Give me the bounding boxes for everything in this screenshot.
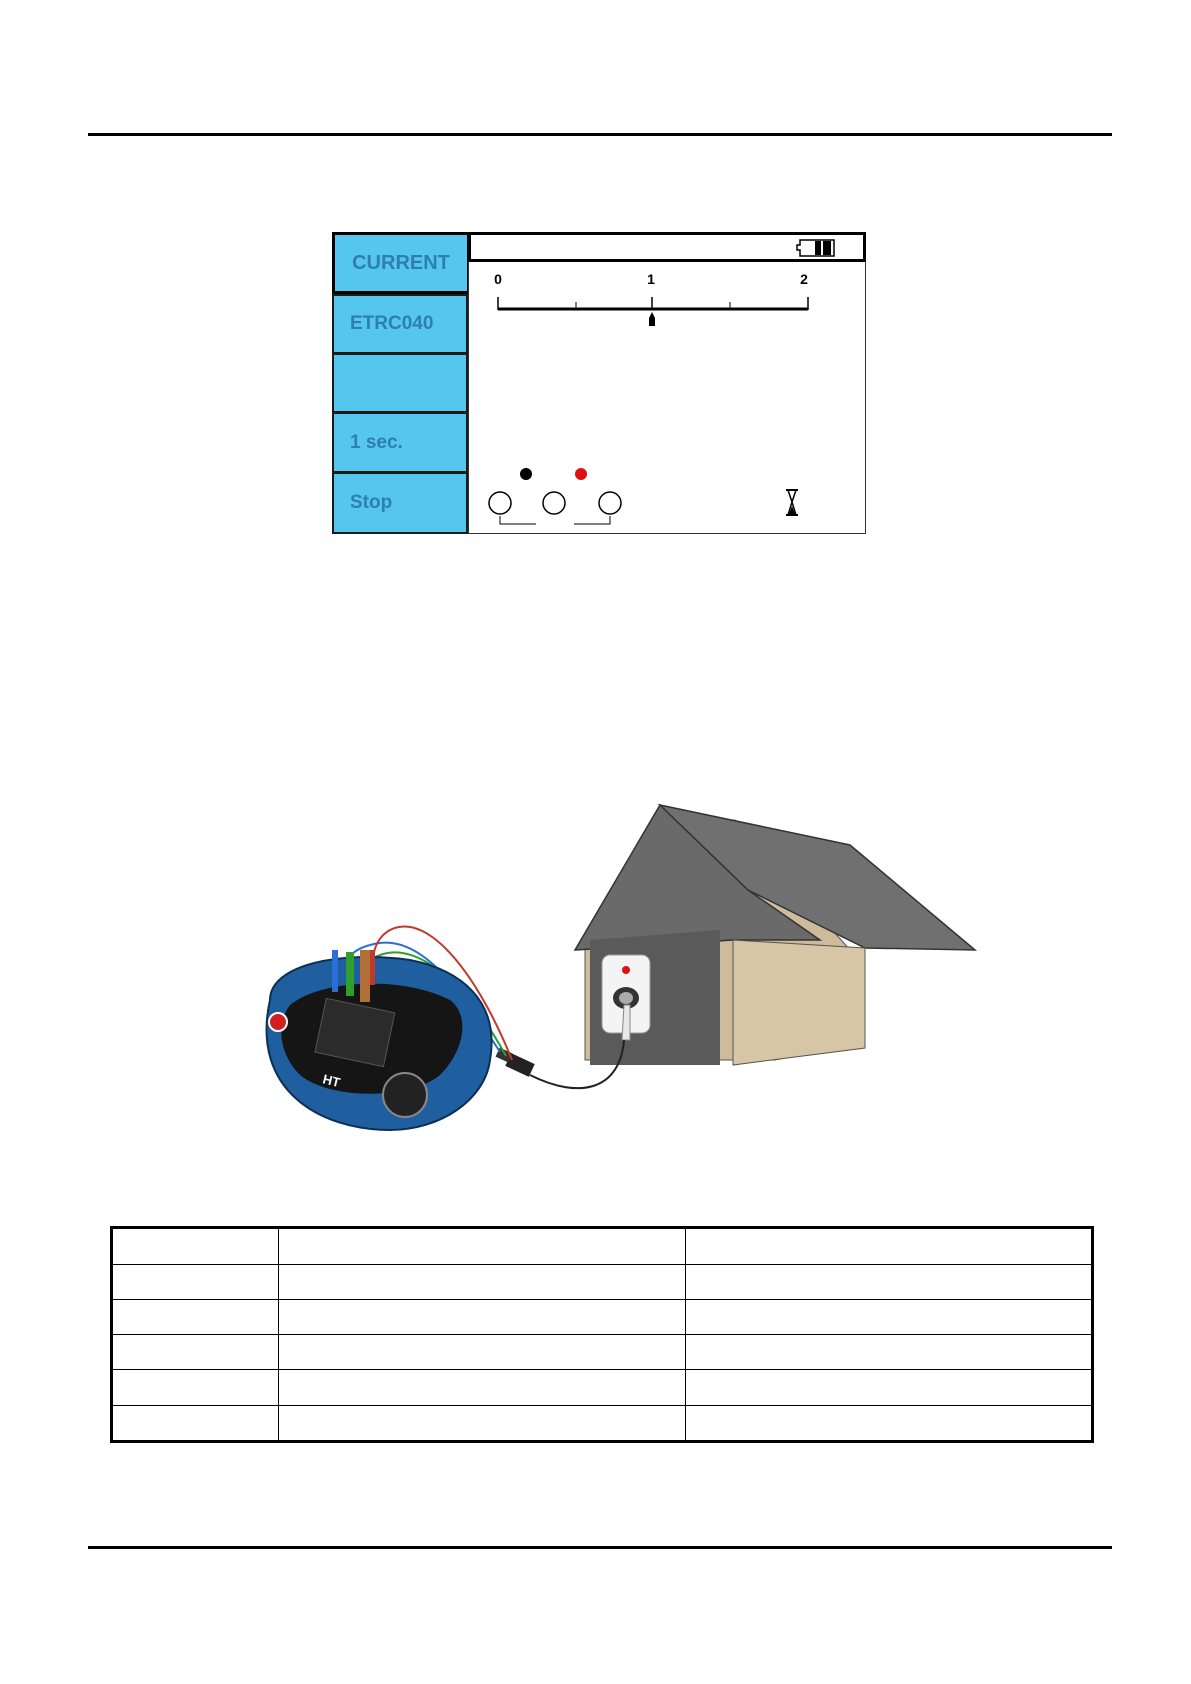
terminal-circle-1	[489, 492, 511, 514]
table-cell	[279, 1228, 686, 1265]
table-row	[112, 1228, 1093, 1265]
table-cell	[686, 1300, 1093, 1335]
table-cell	[686, 1406, 1093, 1442]
table-cell	[112, 1406, 279, 1442]
table-cell	[279, 1265, 686, 1300]
scale-label-min: 0	[494, 271, 502, 287]
softkey-etrc[interactable]	[332, 294, 468, 354]
terminal-dot-black	[520, 468, 532, 480]
scale-label-mid: 1	[647, 271, 655, 287]
table-cell	[686, 1228, 1093, 1265]
table-cell	[686, 1370, 1093, 1406]
screen-graphics	[468, 232, 866, 534]
softkey-label: CURRENT	[352, 251, 450, 274]
connection-illustration	[260, 800, 980, 1180]
adapter-plug	[496, 1048, 535, 1077]
softkey-stop[interactable]	[332, 472, 468, 534]
table-cell	[686, 1335, 1093, 1370]
table-row	[112, 1300, 1093, 1335]
terminal-circle-3	[599, 492, 621, 514]
analog-scale	[498, 297, 808, 310]
table-cell	[112, 1228, 279, 1265]
softkey-empty[interactable]	[332, 353, 468, 413]
terminal-circle-2	[543, 492, 565, 514]
table-row	[112, 1335, 1093, 1370]
device-brand-text: HT	[321, 1071, 342, 1091]
table-cell	[279, 1406, 686, 1442]
scale-label-max: 2	[800, 271, 808, 287]
hourglass-icon	[786, 490, 798, 515]
table-cell	[279, 1370, 686, 1406]
header-rule	[88, 133, 1112, 136]
softkey-time[interactable]	[332, 412, 468, 473]
table-cell	[112, 1300, 279, 1335]
table-cell	[279, 1300, 686, 1335]
table-cell	[279, 1335, 686, 1370]
ev-charger	[602, 955, 650, 1040]
instrument-screen	[332, 232, 866, 534]
multifunction-tester	[267, 950, 492, 1130]
table-cell	[112, 1335, 279, 1370]
softkey-current[interactable]	[332, 232, 470, 294]
softkey-label: Stop	[350, 492, 393, 513]
table-cell	[112, 1265, 279, 1300]
scale-pointer	[649, 312, 655, 326]
table-row	[112, 1370, 1093, 1406]
results-table	[110, 1226, 1094, 1443]
terminal-dot-red	[575, 468, 587, 480]
table-cell	[686, 1265, 1093, 1300]
footer-rule	[88, 1546, 1112, 1549]
table-row	[112, 1406, 1093, 1442]
table-row	[112, 1265, 1093, 1300]
table-cell	[112, 1370, 279, 1406]
softkey-label: 1 sec.	[350, 431, 403, 453]
softkey-label: ETRC040	[350, 313, 434, 334]
battery-icon	[797, 240, 834, 256]
